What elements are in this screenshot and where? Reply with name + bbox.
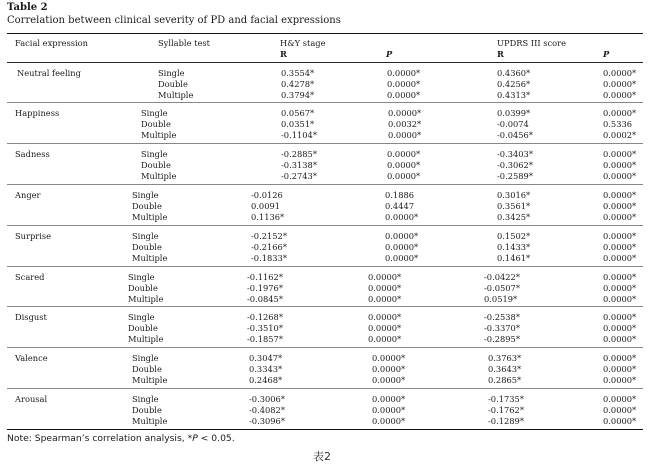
updrs-p-cell: 0.0000* (603, 394, 637, 404)
syllable-test-cell: Double (132, 405, 162, 415)
group-divider (7, 266, 643, 267)
syllable-test-cell: Single (132, 353, 159, 363)
expression-name: Disgust (15, 312, 47, 322)
note-suffix: < 0.05. (197, 433, 235, 444)
hy-p-cell: 0.0000* (372, 405, 406, 415)
expression-name: Scared (15, 272, 45, 282)
updrs-p-cell: 0.0000* (603, 405, 637, 415)
syllable-test-cell: Single (128, 272, 155, 282)
hy-p-cell: 0.0000* (372, 375, 406, 385)
header-updrs-p: P (603, 49, 610, 59)
hy-p-cell: 0.0000* (372, 416, 406, 426)
syllable-test-cell: Double (132, 242, 162, 252)
hy-p-cell: 0.0000* (368, 312, 402, 322)
image-caption-tag: 表2 (313, 450, 331, 463)
hy-p-cell: 0.0000* (368, 283, 402, 293)
hy-p-cell: 0.0000* (388, 108, 422, 118)
syllable-test-cell: Single (141, 149, 168, 159)
hy-p-cell: 0.0000* (387, 160, 421, 170)
updrs-p-cell: 0.0000* (603, 364, 637, 374)
expression-name: Happiness (15, 108, 60, 118)
updrs-p-cell: 0.0000* (603, 90, 637, 100)
hy-r-cell: 0.3047* (249, 353, 283, 363)
group-divider (7, 225, 643, 226)
syllable-test-cell: Multiple (141, 130, 177, 140)
updrs-r-cell: 0.3561* (497, 201, 531, 211)
updrs-p-cell: 0.0000* (603, 201, 637, 211)
updrs-p-cell: 0.0000* (603, 190, 637, 200)
syllable-test-cell: Double (132, 201, 162, 211)
hy-r-cell: 0.0351* (281, 119, 315, 129)
group-divider (7, 347, 643, 348)
hy-p-cell: 0.0032* (388, 119, 422, 129)
updrs-p-cell: 0.0000* (603, 416, 637, 426)
hy-r-cell: 0.3554* (281, 68, 315, 78)
updrs-r-cell: -0.1289* (488, 416, 524, 426)
hy-p-cell: 0.0000* (372, 353, 406, 363)
updrs-p-cell: 0.0000* (603, 353, 637, 363)
hy-p-cell: 0.0000* (387, 171, 421, 181)
updrs-r-cell: -0.0074 (497, 119, 529, 129)
hy-p-cell: 0.0000* (372, 364, 406, 374)
expression-name: Arousal (15, 394, 48, 404)
header-facial-expression: Facial expression (15, 38, 88, 48)
syllable-test-cell: Double (141, 160, 171, 170)
expression-name: Surprise (15, 231, 52, 241)
syllable-test-cell: Multiple (132, 212, 168, 222)
updrs-r-cell: 0.3643* (488, 364, 522, 374)
updrs-p-cell: 0.5336 (603, 119, 633, 129)
group-divider (7, 306, 643, 307)
hy-p-cell: 0.0000* (387, 149, 421, 159)
updrs-p-cell: 0.0000* (603, 149, 637, 159)
hy-p-cell: 0.0000* (385, 253, 419, 263)
updrs-r-cell: 0.4256* (497, 79, 531, 89)
hy-r-cell: -0.3510* (247, 323, 283, 333)
expression-name: Sadness (15, 149, 50, 159)
header-bottom-rule (7, 62, 643, 63)
hy-r-cell: -0.3138* (281, 160, 317, 170)
updrs-r-cell: -0.2538* (484, 312, 520, 322)
syllable-test-cell: Double (141, 119, 171, 129)
syllable-test-cell: Multiple (158, 90, 194, 100)
hy-p-cell: 0.0000* (368, 334, 402, 344)
hy-p-cell: 0.0000* (385, 231, 419, 241)
header-updrs-r: R (497, 49, 504, 59)
hy-p-cell: 0.1886 (385, 190, 415, 200)
hy-p-cell: 0.0000* (387, 68, 421, 78)
syllable-test-cell: Single (141, 108, 168, 118)
updrs-r-cell: -0.2895* (484, 334, 520, 344)
updrs-p-cell: 0.0000* (603, 283, 637, 293)
hy-p-cell: 0.0000* (368, 272, 402, 282)
updrs-r-cell: 0.3763* (488, 353, 522, 363)
group-divider (7, 102, 643, 103)
hy-p-cell: 0.0000* (385, 212, 419, 222)
updrs-r-cell: 0.1502* (497, 231, 531, 241)
updrs-r-cell: 0.3016* (497, 190, 531, 200)
header-hy-p: P (386, 49, 393, 59)
syllable-test-cell: Multiple (141, 171, 177, 181)
hy-r-cell: 0.2468* (249, 375, 283, 385)
updrs-r-cell: -0.1735* (488, 394, 524, 404)
hy-p-cell: 0.0000* (387, 90, 421, 100)
hy-p-cell: 0.0000* (388, 130, 422, 140)
hy-r-cell: -0.2152* (251, 231, 287, 241)
hy-r-cell: 0.1136* (251, 212, 285, 222)
syllable-test-cell: Single (132, 231, 159, 241)
syllable-test-cell: Multiple (132, 416, 168, 426)
hy-r-cell: 0.3343* (249, 364, 283, 374)
note-p-symbol: P (192, 433, 198, 444)
updrs-r-cell: -0.1762* (488, 405, 524, 415)
syllable-test-cell: Single (128, 312, 155, 322)
updrs-p-cell: 0.0000* (603, 242, 637, 252)
syllable-test-cell: Multiple (132, 253, 168, 263)
syllable-test-cell: Double (128, 323, 158, 333)
syllable-test-cell: Multiple (128, 294, 164, 304)
header-syllable-test: Syllable test (158, 38, 210, 48)
hy-r-cell: 0.3794* (281, 90, 315, 100)
group-divider (7, 388, 643, 389)
syllable-test-cell: Double (132, 364, 162, 374)
updrs-r-cell: 0.4313* (497, 90, 531, 100)
updrs-p-cell: 0.0000* (603, 212, 637, 222)
hy-p-cell: 0.0000* (368, 323, 402, 333)
syllable-test-cell: Single (132, 190, 159, 200)
updrs-p-cell: 0.0000* (603, 312, 637, 322)
updrs-p-cell: 0.0000* (603, 68, 637, 78)
hy-r-cell: -0.2166* (251, 242, 287, 252)
syllable-test-cell: Multiple (128, 334, 164, 344)
header-hy-stage: H&Y stage (280, 38, 326, 48)
hy-r-cell: -0.0126 (251, 190, 283, 200)
updrs-p-cell: 0.0000* (603, 323, 637, 333)
updrs-p-cell: 0.0000* (603, 231, 637, 241)
table-label: Table 2 (7, 2, 48, 13)
hy-p-cell: 0.0000* (387, 79, 421, 89)
updrs-r-cell: 0.3425* (497, 212, 531, 222)
hy-p-cell: 0.0000* (368, 294, 402, 304)
updrs-r-cell: 0.4360* (497, 68, 531, 78)
syllable-test-cell: Multiple (132, 375, 168, 385)
table-note (7, 433, 235, 444)
hy-r-cell: -0.1976* (247, 283, 283, 293)
expression-name: Neutral feeling (17, 68, 81, 78)
hy-r-cell: 0.0091 (251, 201, 281, 211)
updrs-p-cell: 0.0000* (603, 272, 637, 282)
updrs-p-cell: 0.0000* (603, 108, 637, 118)
syllable-test-cell: Double (128, 283, 158, 293)
updrs-p-cell: 0.0000* (603, 294, 637, 304)
updrs-r-cell: -0.3403* (497, 149, 533, 159)
updrs-r-cell: -0.3062* (497, 160, 533, 170)
updrs-r-cell: -0.0456* (497, 130, 533, 140)
updrs-r-cell: 0.2865* (488, 375, 522, 385)
updrs-p-cell: 0.0000* (603, 160, 637, 170)
hy-r-cell: -0.1104* (281, 130, 317, 140)
updrs-r-cell: 0.1433* (497, 242, 531, 252)
updrs-p-cell: 0.0000* (603, 334, 637, 344)
hy-r-cell: -0.1833* (251, 253, 287, 263)
syllable-test-cell: Single (158, 68, 185, 78)
updrs-r-cell: 0.1461* (497, 253, 531, 263)
hy-p-cell: 0.0000* (385, 242, 419, 252)
table-caption: Correlation between clinical severity of PD and facial expressions (7, 15, 341, 26)
hy-r-cell: -0.0845* (247, 294, 283, 304)
hy-r-cell: -0.4082* (249, 405, 285, 415)
header-updrs: UPDRS III score (497, 38, 567, 48)
group-divider (7, 143, 643, 144)
table-bottom-rule (7, 429, 643, 430)
expression-name: Anger (15, 190, 41, 200)
expression-name: Valence (15, 353, 48, 363)
updrs-r-cell: 0.0399* (497, 108, 531, 118)
updrs-p-cell: 0.0000* (603, 375, 637, 385)
updrs-r-cell: 0.0519* (484, 294, 518, 304)
hy-p-cell: 0.4447 (385, 201, 415, 211)
group-divider (7, 184, 643, 185)
hy-p-cell: 0.0000* (372, 394, 406, 404)
updrs-p-cell: 0.0002* (603, 130, 637, 140)
updrs-r-cell: -0.2589* (497, 171, 533, 181)
hy-r-cell: 0.0567* (281, 108, 315, 118)
hy-r-cell: -0.3096* (249, 416, 285, 426)
updrs-r-cell: -0.3370* (484, 323, 520, 333)
syllable-test-cell: Single (132, 394, 159, 404)
hy-r-cell: 0.4278* (281, 79, 315, 89)
updrs-p-cell: 0.0000* (603, 79, 637, 89)
table-top-rule (7, 33, 643, 34)
updrs-r-cell: -0.0507* (484, 283, 520, 293)
updrs-p-cell: 0.0000* (603, 171, 637, 181)
hy-r-cell: -0.3006* (249, 394, 285, 404)
hy-r-cell: -0.1268* (247, 312, 283, 322)
syllable-test-cell: Double (158, 79, 188, 89)
hy-r-cell: -0.1162* (247, 272, 283, 282)
header-hy-r: R (280, 49, 287, 59)
updrs-r-cell: -0.0422* (484, 272, 520, 282)
updrs-p-cell: 0.0000* (603, 253, 637, 263)
hy-r-cell: -0.2743* (281, 171, 317, 181)
hy-r-cell: -0.1857* (247, 334, 283, 344)
note-prefix: Note: Spearman’s correlation analysis, * (7, 433, 193, 444)
hy-r-cell: -0.2885* (281, 149, 317, 159)
